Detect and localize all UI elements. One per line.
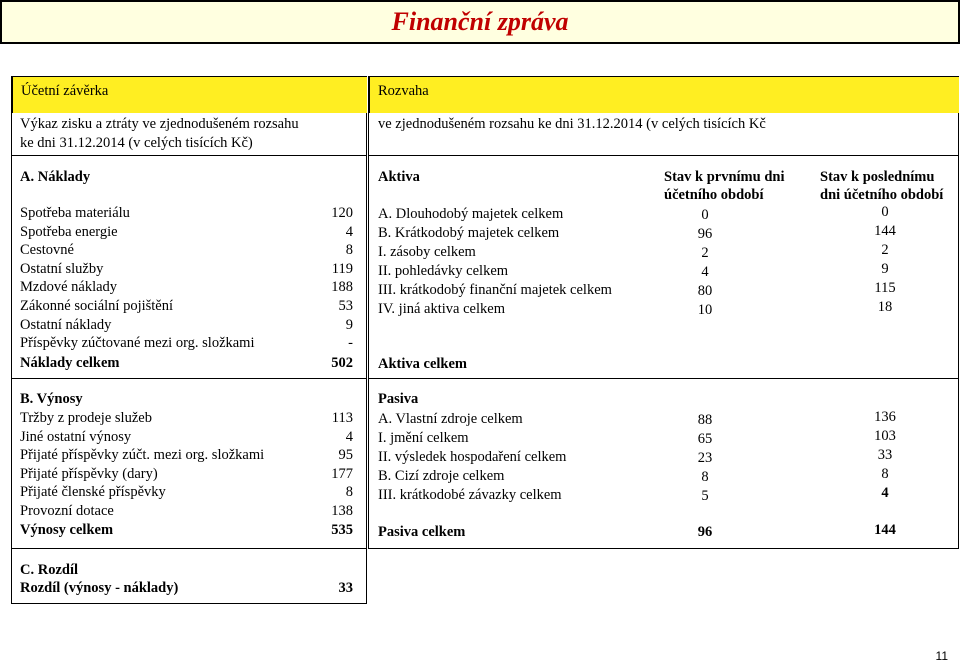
aktiva-first-value: 0: [701, 207, 709, 223]
col-first-header-1: Stav k prvnímu dni: [664, 169, 785, 185]
pasiva-label: B. Cizí zdroje celkem: [378, 468, 505, 484]
right-header-divider: [368, 155, 959, 156]
aktiva-label: B. Krátkodobý majetek celkem: [378, 225, 560, 241]
naklady-value: 53: [338, 298, 353, 314]
col-last-header-1: Stav k poslednímu: [820, 169, 935, 185]
right-panel-bottom-border: [368, 548, 959, 549]
pasiva-total-first: 96: [697, 524, 713, 540]
naklady-row: [20, 297, 353, 316]
aktiva-first-value: 96: [697, 226, 713, 242]
col-first-header-2: účetního období: [664, 187, 764, 203]
vynosy-value: 4: [345, 428, 353, 445]
aktiva-heading: Aktiva: [378, 169, 420, 185]
left-naklady-divider: [11, 378, 367, 379]
naklady-value: 9: [345, 316, 353, 333]
title-box: [0, 0, 960, 44]
pasiva-first-value: 65: [697, 431, 713, 447]
vynosy-label: Přijaté členské příspěvky: [20, 484, 166, 501]
vynosy-label: Jiné ostatní výnosy: [20, 428, 132, 445]
left-subtitle-2: ke dni 31.12.2014 (v celých tisících Kč): [20, 135, 253, 151]
aktiva-label: A. Dlouhodobý majetek celkem: [378, 206, 564, 222]
naklady-label: Spotřeba energie: [20, 223, 118, 240]
pasiva-last-value: 136: [874, 409, 896, 425]
naklady-label: Ostatní služby: [20, 260, 104, 277]
right-subtitle: ve zjednodušeném rozsahu ke dni 31.12.2014 (v celých tisících Kč: [378, 116, 766, 132]
vynosy-row: [20, 409, 353, 428]
vynosy-heading: B. Výnosy: [20, 391, 83, 407]
page-title: Finanční zpráva: [391, 7, 569, 36]
vynosy-value: 8: [345, 484, 353, 501]
naklady-value: 119: [331, 260, 353, 277]
naklady-total-label: Náklady celkem: [20, 355, 120, 371]
naklady-label: Spotřeba materiálu: [20, 205, 130, 221]
aktiva-last-value: 18: [877, 299, 893, 315]
pasiva-first-value: 8: [701, 469, 709, 485]
pasiva-last-value: 8: [881, 466, 889, 482]
naklady-row: [20, 204, 353, 223]
right-panel-right-border: [958, 76, 959, 548]
naklady-label: Zákonné sociální pojištění: [20, 298, 174, 314]
pasiva-first-value: 5: [701, 488, 709, 504]
right-panel-left-border: [368, 76, 369, 548]
aktiva-first-value: 80: [697, 283, 713, 299]
page-number: 11: [935, 649, 948, 663]
col-last-header-2: dni účetního období: [820, 187, 944, 203]
pasiva-label: III. krátkodobé závazky celkem: [378, 487, 562, 503]
rozdil-value: 33: [338, 580, 353, 596]
left-panel-bottom-border: [11, 603, 367, 604]
naklady-value: 8: [345, 242, 353, 259]
pasiva-heading: Pasiva: [378, 391, 419, 407]
aktiva-first-value: 4: [701, 264, 709, 280]
naklady-heading: A. Náklady: [20, 169, 91, 185]
vynosy-total-row: [20, 521, 353, 540]
naklady-row: [20, 260, 353, 279]
vynosy-row: [20, 446, 353, 465]
aktiva-label: I. zásoby celkem: [378, 244, 476, 260]
pasiva-first-value: 23: [697, 450, 713, 466]
vynosy-label: Přijaté příspěvky zúčt. mezi org. složkami: [20, 447, 265, 464]
naklady-total-value: 502: [331, 355, 353, 371]
vynosy-total-label: Výnosy celkem: [20, 522, 114, 538]
aktiva-last-value: 144: [874, 223, 896, 239]
naklady-total-row: [20, 354, 353, 373]
aktiva-label: IV. jiná aktiva celkem: [378, 301, 505, 317]
naklady-row: [20, 241, 353, 260]
aktiva-label: III. krátkodobý finanční majetek celkem: [378, 282, 612, 298]
pasiva-total-label: Pasiva celkem: [378, 524, 466, 540]
vynosy-label: Tržby z prodeje služeb: [20, 410, 152, 426]
aktiva-label: II. pohledávky celkem: [378, 263, 509, 279]
naklady-row: [20, 278, 353, 297]
naklady-value: -: [348, 335, 353, 352]
vynosy-label: Provozní dotace: [20, 503, 114, 519]
left-subtitle-1: Výkaz zisku a ztráty ve zjednodušeném rozsahu: [20, 116, 299, 132]
pasiva-last-value: 4: [881, 485, 889, 501]
left-header-bar: [12, 77, 367, 113]
rozdil-row: [20, 579, 353, 598]
left-header-label: Účetní závěrka: [21, 83, 109, 99]
naklady-label: Mzdové náklady: [20, 279, 118, 296]
naklady-row: [20, 316, 353, 335]
naklady-value: 120: [331, 205, 353, 221]
vynosy-row: [20, 483, 353, 502]
aktiva-last-value: 2: [881, 242, 889, 258]
aktiva-first-value: 2: [701, 245, 709, 261]
aktiva-first-value: 10: [697, 302, 713, 318]
aktiva-last-value: 115: [874, 280, 896, 296]
naklady-label: Příspěvky zúčtované mezi org. složkami: [20, 335, 255, 352]
rozdil-label: Rozdíl (výnosy - náklady): [20, 580, 179, 596]
naklady-label: Ostatní náklady: [20, 316, 112, 333]
vynosy-value: 95: [338, 447, 353, 464]
vynosy-row: [20, 428, 353, 447]
vynosy-total-value: 535: [331, 522, 353, 538]
right-header-label: Rozvaha: [378, 83, 429, 99]
rozdil-heading: C. Rozdíl: [20, 562, 78, 578]
left-vynosy-divider: [11, 548, 367, 549]
naklady-value: 188: [331, 279, 353, 296]
naklady-label: Cestovné: [20, 242, 74, 259]
naklady-row: [20, 334, 353, 353]
aktiva-last-value: 9: [881, 261, 889, 277]
pasiva-label: II. výsledek hospodaření celkem: [378, 449, 567, 465]
pasiva-last-value: 33: [877, 447, 893, 463]
naklady-value: 4: [345, 223, 353, 240]
naklady-row: [20, 223, 353, 242]
pasiva-last-value: 103: [874, 428, 896, 444]
vynosy-row: [20, 465, 353, 484]
right-aktiva-divider: [368, 378, 959, 379]
vynosy-value: 177: [331, 465, 353, 482]
aktiva-last-value: 0: [881, 204, 889, 220]
pasiva-total-last: 144: [874, 522, 896, 538]
vynosy-label: Přijaté příspěvky (dary): [20, 465, 158, 482]
pasiva-first-value: 88: [697, 412, 713, 428]
left-header-divider: [11, 155, 367, 156]
vynosy-value: 138: [331, 503, 353, 519]
right-header-bar: [369, 77, 959, 113]
pasiva-label: I. jmění celkem: [378, 430, 469, 446]
vynosy-row: [20, 502, 353, 521]
pasiva-label: A. Vlastní zdroje celkem: [378, 411, 523, 427]
vynosy-value: 113: [331, 410, 353, 426]
aktiva-total-label: Aktiva celkem: [378, 356, 467, 372]
